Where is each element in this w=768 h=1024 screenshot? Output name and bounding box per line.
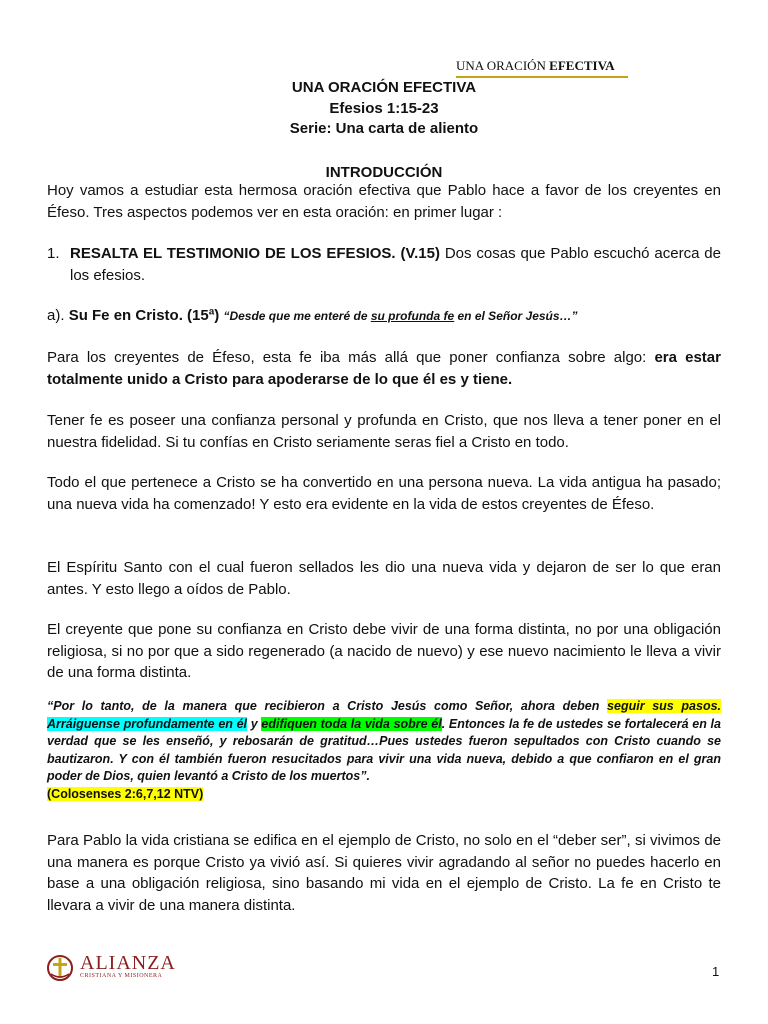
quote-text-end: en el Señor Jesús…”	[454, 309, 578, 323]
document-title: UNA ORACIÓN EFECTIVA	[291, 79, 477, 96]
running-header	[456, 58, 628, 78]
quote-highlight-cyan: Arráiguense profundamente en él	[47, 716, 248, 731]
logo-text	[80, 952, 176, 979]
logo-name: ALIANZA	[80, 952, 176, 974]
running-header-title-bold: EFECTIVA	[549, 58, 615, 73]
scripture-quote	[47, 698, 721, 803]
quote-part-1: “Por lo tanto, de la manera que recibieron a Cristo Jesús como Señor, ahora deben	[47, 699, 608, 713]
paragraph-1-bold: era estar totalmente unido a Cristo para apoderarse de lo que él es y tiene.	[47, 349, 721, 388]
quote-highlight-green: edifiquen toda la vida sobre él	[261, 716, 442, 731]
paragraph-2: Tener fe es poseer una confianza personal y profunda en Cristo, que nos lleva a tener poner en el nuestra fidelidad. Si tu confías en Cristo seriamente seras fiel a Cristo en todo.	[47, 412, 721, 451]
intro-heading: INTRODUCCIÓN	[325, 164, 443, 181]
paragraph-1-text: Para los creyentes de Éfeso, esta fe iba más allá que poner confianza sobre algo:	[47, 349, 655, 366]
quote-reference: (Colosenses 2:6,7,12 NTV)	[47, 786, 204, 801]
paragraph-6: Para Pablo la vida cristiana se edifica en el ejemplo de Cristo, no solo en el “deber ser”, si vivimos de una manera es porque Cristo ya vivió así. Si quieres vivir agradando al señor no puedes hacerlo en base a una obligación religiosa, sino basando mi vida en el ejemplo de Cristo. La fe en Cristo te llevara a vivir de una manera distinta.	[47, 832, 721, 914]
quote-highlight-yellow: seguir sus pasos.	[607, 699, 722, 713]
quote-part-3: y	[247, 716, 262, 731]
running-header-title: UNA ORACIÓN	[456, 58, 550, 73]
paragraph-1	[47, 347, 721, 390]
series-title: Serie: Una carta de aliento	[289, 120, 479, 137]
subpoint-a-label: a).	[47, 307, 69, 324]
logo-subtitle: CRISTIANA Y MISIONERA	[80, 973, 163, 979]
point-1-heading: RESALTA EL TESTIMONIO DE LOS EFESIOS. (V.15)	[70, 245, 440, 262]
subpoint-a-quote	[223, 309, 577, 323]
paragraph-3: Todo el que pertenece a Cristo se ha convertido en una persona nueva. La vida antigua ha pasado; una nueva vida ha comenzado! Y esto era evidente en la vida de estos creyentes de Éfeso.	[47, 474, 721, 513]
paragraph-4: El Espíritu Santo con el cual fueron sellados les dio una nueva vida y dejaron de ser lo que eran antes. Y esto llego a oídos de Pablo.	[47, 559, 721, 598]
intro-paragraph: Hoy vamos a estudiar esta hermosa oración efectiva que Pablo hace a favor de los creyentes en Éfeso. Tres aspectos podemos ver en esta oración: en primer lugar :	[47, 182, 721, 221]
quote-text-start: “Desde que me enteré de	[223, 309, 371, 323]
subpoint-a-heading: Su Fe en Cristo. (15ª)	[68, 307, 224, 324]
scripture-reference: Efesios 1:15-23	[329, 99, 439, 117]
quote-underlined: su profunda fe	[370, 309, 455, 323]
page-number: 1	[712, 964, 720, 979]
point-number: 1.	[47, 245, 60, 262]
quote-part-4: . Entonces la fe de ustedes se fortalecerá en la verdad que se les enseñó, y rebosarán de gratitud…Pues ustedes fueron sepultados con Cristo cuando se bautizaron. Y con él también fueron resucitados para vivir una vida nueva, debido a que confiaron en el gran poder de Dios, quien levantó a Cristo de los muertos”.	[47, 716, 721, 783]
paragraph-5: El creyente que pone su confianza en Cristo debe vivir de una forma distinta, no por una obligación religiosa, si no por que a sido regenerado (a nacido de nuevo) y ese nuevo nacimiento le lleva a vivir de una forma distinta.	[47, 621, 721, 681]
subpoint-a	[47, 305, 721, 328]
point-1-text: Dos cosas que Pablo escuchó acerca de los efesios.	[70, 245, 721, 284]
title-block	[47, 78, 721, 140]
point-1	[47, 243, 721, 286]
